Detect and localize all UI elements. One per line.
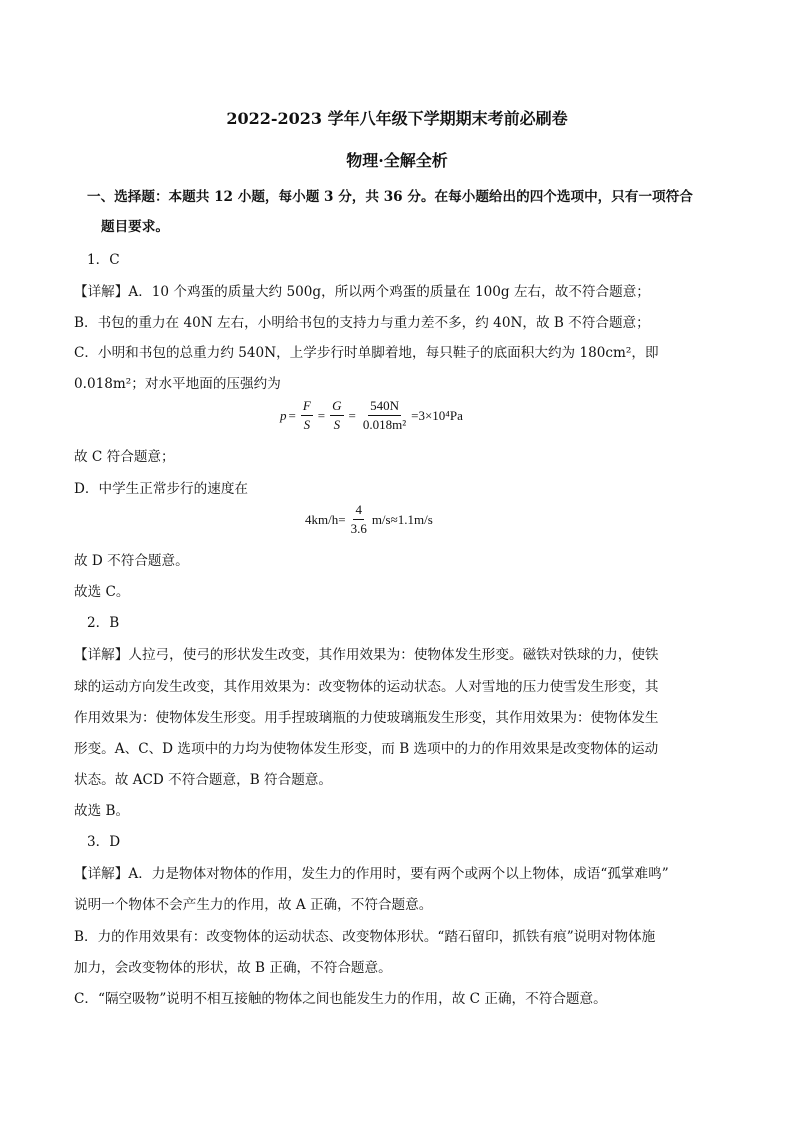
formula-speed-rhs: m/s≈1.1m/s [371,511,433,527]
fraction-numerator: F [301,398,313,416]
q1-answer: 1．C [87,252,120,268]
section-heading: 一、选择题：本题共 12 小题，每小题 3 分，共 36 分。在每小题给出的四个选项中，只有一项符合 [87,189,693,205]
q3-line-3: B．力的作用效果有：改变物体的运动状态、改变物体形状。“踏石留印，抓铁有痕”说明对物体施 [74,929,656,945]
fraction-denominator: 0.018m² [362,417,407,432]
q2-line-4: 形变。A、C、D 选项中的力均为使物体发生形变，而 B 选项中的力的作用效果是改变物体的运动 [74,741,659,757]
fraction-denominator: S [333,417,341,432]
document-title: 2022-2023 学年八年级下学期期末考前必刷卷 [226,109,568,128]
section-heading-continued: 题目要求。 [101,219,169,235]
formula-result: =3×10⁴Pa [411,407,463,423]
fraction-speed [349,502,369,537]
q1-option-d-conclusion: 故 D 不符合题意。 [74,553,189,569]
fraction-g-over-s [330,398,343,433]
fraction-numerator: G [330,398,343,416]
q1-line-c: C．小明和书包的总重力约 540N，上学步行时单脚着地，每只鞋子的底面积大约为 180cm²，即 [74,345,659,361]
fraction-numerator: 540N [368,398,401,416]
q1-line-c-cont: 0.018m²；对水平地面的压强约为 [74,376,281,392]
q1-option-c-conclusion: 故 C 符合题意； [74,449,175,465]
q1-line-a: 【详解】A．10 个鸡蛋的质量大约 500g，所以两个鸡蛋的质量在 100g 左右，故不符合题意； [74,284,650,300]
speed-formula [305,502,433,537]
fraction-numerator: 4 [353,502,364,520]
document-subtitle: 物理·全解全析 [346,151,448,170]
fraction-denominator: 3.6 [350,521,367,536]
q2-line-3: 作用效果为：使物体发生形变。用手捏玻璃瓶的力使玻璃瓶发生形变，其作用效果为：使物体发生 [74,710,659,726]
q2-line-5: 状态。故 ACD 不符合题意，B 符合题意。 [74,772,332,788]
pressure-formula [280,398,463,433]
q3-line-5: C．“隔空吸物”说明不相互接触的物体之间也能发生力的作用，故 C 正确，不符合题意。 [74,991,607,1007]
formula-equals-3: = [348,407,356,423]
q2-line-1: 【详解】人拉弓，使弓的形状发生改变，其作用效果为：使物体发生形变。磁铁对铁球的力，使铁 [74,647,659,663]
q2-conclusion: 故选 B。 [74,803,130,819]
fraction-values [361,398,408,433]
q3-line-1: 【详解】A．力是物体对物体的作用，发生力的作用时，要有两个或两个以上物体，成语“孤掌难鸣” [74,866,669,882]
q2-answer: 2．B [87,615,120,631]
q3-line-2: 说明一个物体不会产生力的作用，故 A 正确，不符合题意。 [74,897,433,913]
q2-line-2: 球的运动方向发生改变，其作用效果为：改变物体的运动状态。人对雪地的压力使雪发生形变，其 [74,679,659,695]
formula-speed-lhs: 4km/h= [305,511,346,527]
q3-line-4: 加力，会改变物体的形状，故 B 正确，不符合题意。 [74,960,392,976]
formula-p: p [280,407,287,423]
q1-line-d: D．中学生正常步行的速度在 [74,481,249,497]
q1-conclusion: 故选 C。 [74,584,130,600]
q3-answer: 3．D [87,834,121,850]
fraction-f-over-s [301,398,313,433]
formula-equals-2: = [317,407,326,423]
q1-line-b: B．书包的重力在 40N 左右，小明给书包的支持力与重力差不多，约 40N，故 B 不符合题意； [74,315,650,331]
formula-equals-1: = [288,407,296,423]
fraction-denominator: S [303,417,311,432]
